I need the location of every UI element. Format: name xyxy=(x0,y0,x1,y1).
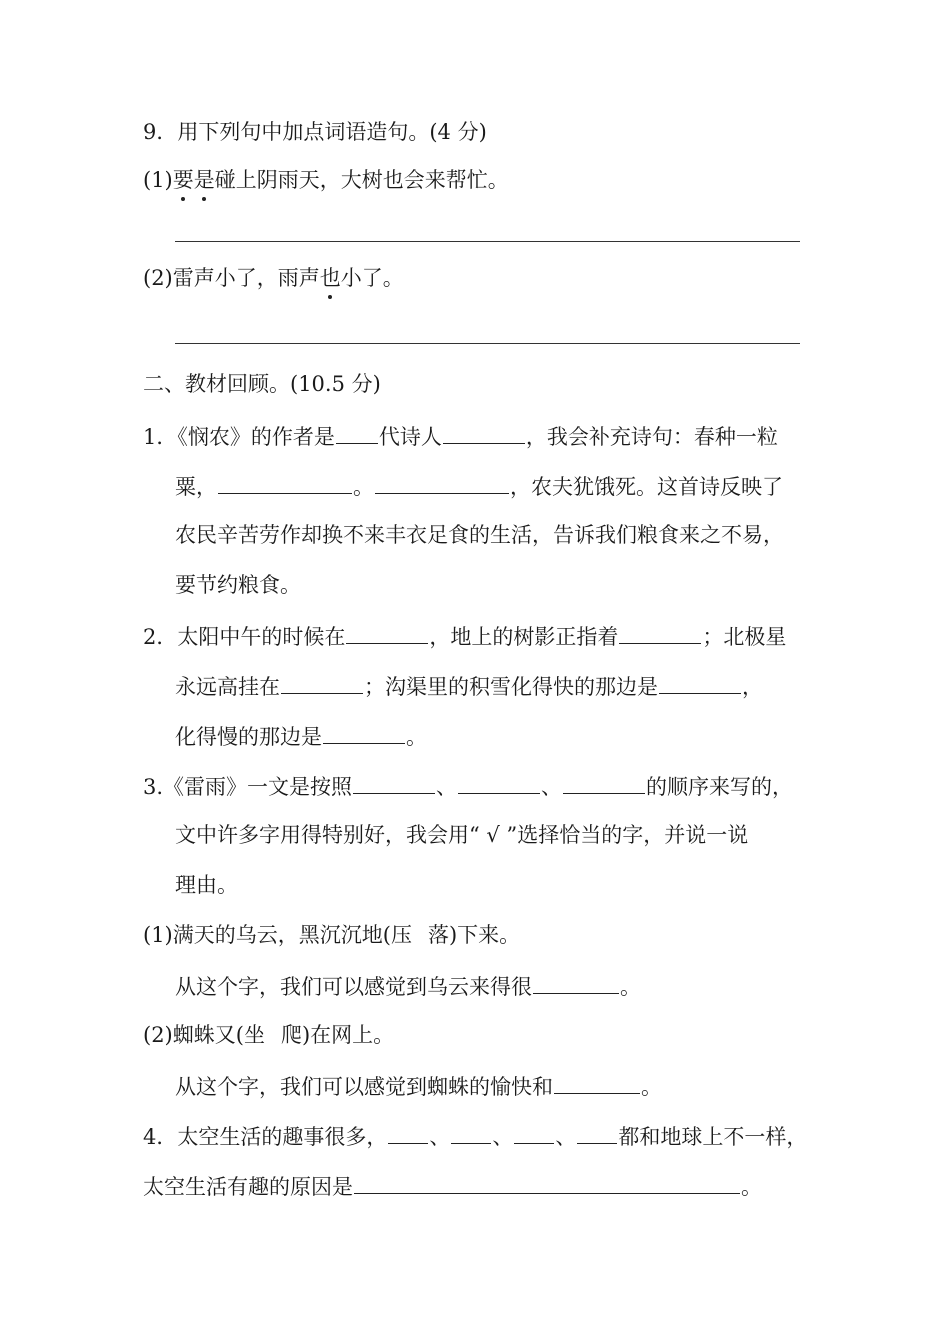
fill-blank[interactable] xyxy=(354,1171,740,1194)
fill-blank[interactable] xyxy=(281,671,363,694)
fill-blank[interactable] xyxy=(563,771,645,794)
answer-line[interactable] xyxy=(175,343,800,344)
question-1-line-2: 粟， 。 ，农夫犹饿死。这首诗反映了 xyxy=(175,471,783,499)
question-1-line-1: 1．《悯农》的作者是 代诗人 ，我会补充诗句：春种一粒 xyxy=(143,421,778,449)
emphasis-dot-char: 也 xyxy=(319,266,341,290)
fill-blank[interactable] xyxy=(375,471,509,494)
question-3-line-3: 理由。 xyxy=(175,873,238,897)
fill-blank[interactable] xyxy=(218,471,352,494)
answer-line[interactable] xyxy=(175,241,800,242)
fill-blank[interactable] xyxy=(451,1121,491,1144)
question-2-line-3: 化得慢的那边是 。 xyxy=(175,721,427,749)
question-3-sentence-2: (2)蜘蛛又(坐 爬)在网上。 xyxy=(143,1023,395,1047)
question-3-answer-2: 从这个字，我们可以感觉到蜘蛛的愉快和 。 xyxy=(175,1071,662,1099)
question-9-sentence-2: (2)雷声小了，雨声也小了。 xyxy=(143,266,404,290)
question-3-line-1: 3.《雷雨》一文是按照 、 、 的顺序来写的， xyxy=(143,771,793,799)
fill-blank[interactable] xyxy=(659,671,741,694)
question-4-line-2: 太空生活有趣的原因是 。 xyxy=(143,1171,762,1199)
question-9-title: 9．用下列句中加点词语造句。(4 分) xyxy=(143,120,487,144)
fill-blank[interactable] xyxy=(346,621,428,644)
question-1-line-4: 要节约粮食。 xyxy=(175,573,301,597)
fill-blank[interactable] xyxy=(388,1121,428,1144)
question-3-sentence-1: (1)满天的乌云，黑沉沉地(压 落)下来。 xyxy=(143,923,521,947)
fill-blank[interactable] xyxy=(619,621,701,644)
fill-blank[interactable] xyxy=(533,971,619,994)
fill-blank[interactable] xyxy=(353,771,435,794)
question-4-line-1: 4．太空生活的趣事很多， 、 、 、 都和地球上不一样， xyxy=(143,1121,807,1149)
fill-blank[interactable] xyxy=(458,771,540,794)
question-2-line-1: 2．太阳中午的时候在 ，地上的树影正指着 ；北极星 xyxy=(143,621,786,649)
emphasis-dot-char: 是 xyxy=(193,168,215,192)
question-2-line-2: 永远高挂在 ；沟渠里的积雪化得快的那边是 ， xyxy=(175,671,763,699)
fill-blank[interactable] xyxy=(577,1121,617,1144)
fill-blank[interactable] xyxy=(514,1121,554,1144)
question-3-line-2: 文中许多字用得特别好，我会用“ √ ”选择恰当的字，并说一说 xyxy=(175,823,749,847)
fill-blank[interactable] xyxy=(443,421,525,444)
question-1-line-3: 农民辛苦劳作却换不来丰衣足食的生活，告诉我们粮食来之不易， xyxy=(175,523,784,547)
fill-blank[interactable] xyxy=(336,421,378,444)
emphasis-dot-char: 要 xyxy=(172,168,194,192)
fill-blank[interactable] xyxy=(554,1071,640,1094)
question-3-answer-1: 从这个字，我们可以感觉到乌云来得很 。 xyxy=(175,971,641,999)
question-9-sentence-1: (1)要是碰上阴雨天，大树也会来帮忙。 xyxy=(143,168,509,192)
fill-blank[interactable] xyxy=(323,721,405,744)
section-2-title: 二、教材回顾。(10.5 分) xyxy=(143,372,381,396)
